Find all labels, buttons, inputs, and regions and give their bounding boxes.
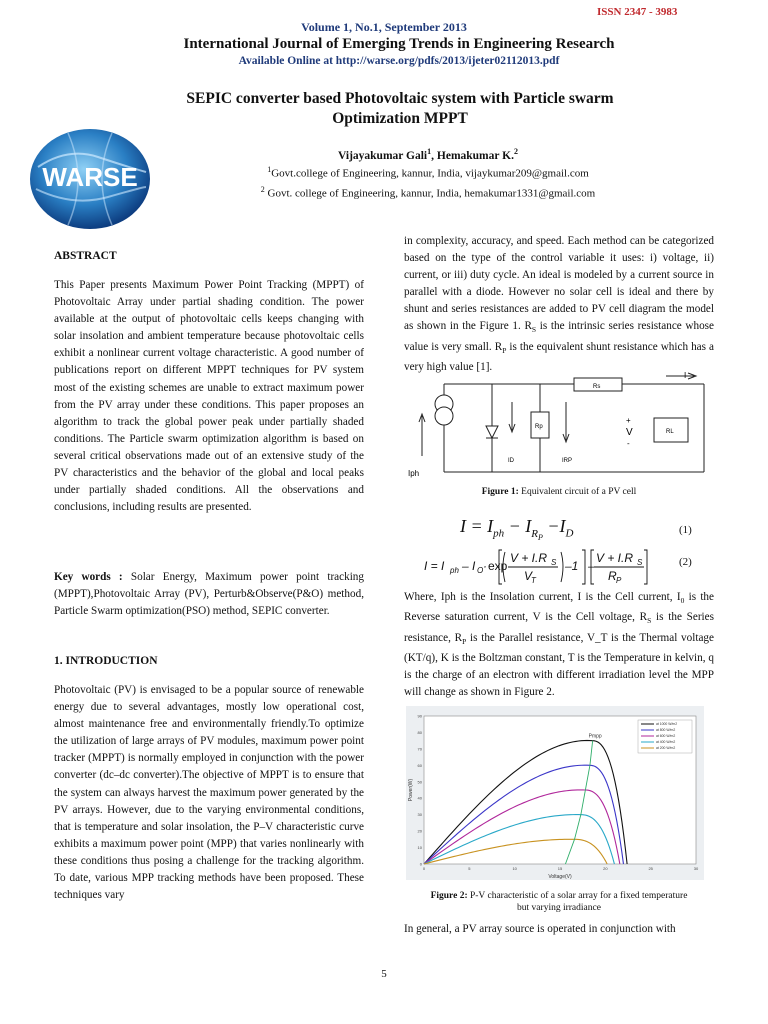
label-rp: Rp [535,424,543,430]
x-tick-label: 10 [512,866,517,871]
affil-1-sup: 1 [267,165,272,174]
legend-entry: at 200 W/m2 [656,746,676,750]
label-rs: Rs [593,384,601,390]
y-axis-label: Power(W) [408,778,414,802]
figure-2-label: Figure 2: [430,891,468,901]
figure-2-caption [404,890,714,914]
online-url[interactable]: Available Online at http://warse.org/pdfs/2013/ijeter02112013.pdf [238,55,560,67]
para1-c: is the equivalent shunt resistance which has a very high value [1]. [404,340,714,374]
svg-text:·: · [483,559,487,573]
title-line-2: Optimization MPPT [332,110,468,127]
svg-text:– I: – I [462,559,476,573]
affiliation-2 [160,182,696,202]
label-plus: + [626,416,631,425]
legend-entry: at 600 W/m2 [656,734,676,738]
x-tick-label: 20 [603,866,608,871]
keywords-label: Key words : [54,571,131,583]
author-2: Hemakumar K. [436,149,514,162]
equation-1-number: (1) [679,524,692,536]
para1-a: in complexity, accuracy, and speed. Each method can be categorized based on the type of the control variable it uses: i) voltage, ii) current, or iii) duty cycle. An ideal is modeled by a current source in parallel with a diode. However no solar cell is ideal and there by shunt and series resistances are added to PV cell diagram the model as shown in the Figure 1. R [404,235,714,333]
svg-text:V: V [524,569,533,583]
legend-entry: at 400 W/m2 [656,740,676,744]
svg-text:I = I: I = I [424,559,445,573]
para2-c: is the Series resistance, R [404,611,714,644]
svg-text:T: T [531,576,536,585]
y-tick-label: 80 [417,729,422,735]
title-line-1: SEPIC converter based Photovoltaic system with Particle swarm [186,90,614,107]
para1-sub-s: S [531,325,537,335]
y-tick-label: 70 [417,746,422,752]
figure-1-caption [404,487,714,497]
x-tick-label: 0 [422,866,426,871]
para1-sub-p: P [502,346,507,356]
author-1-sup: 1 [427,147,432,156]
figure-2-caption-line-2: but varying irradiance [517,903,601,913]
equation-1: $I = I_{ph} - I_{R_P} -I_D$ [460,516,574,542]
right-para-3: In general, a PV array source is operated in conjunction with [404,923,676,935]
page-number: 5 [381,968,387,980]
equation-2-number: (2) [679,556,692,568]
legend-entry: at 1000 W/m2 [656,722,678,726]
x-tick-label: 5 [468,866,471,871]
affiliations [160,162,696,201]
para2-b: is the Reverse saturation current, V is the Cell voltage, R [404,591,714,624]
y-tick-label: 10 [417,845,422,851]
right-para-2 [404,589,714,701]
author-1: Vijayakumar Gali [338,149,428,162]
keywords-text: Solar Energy, Maximum power point tracking (MPPT),Photovoltaic Array (PV), Perturb&Observe(P&O) method, Particle Swarm optimization(PSO) method, SEPIC converter. [54,571,364,618]
svg-text:–: – [588,559,595,573]
abstract-text: This Paper presents Maximum Power Point Tracking (MPPT) of Photovoltaic Array under partial shading condition. The power available at the output of photovoltaic cells keeps changing with solar insolation and ambient temperature because photovoltaic cells exhibit a nonlinear current voltage characteristic. A good number of publications report on different MPPT techniques for PV system most of the existing schemes are unable to extract maximum power from the PV array under these conditions. This paper proposes an algorithm to track the global power peak under partially shaded conditions. The Particle swarm optimization algorithm is based on several critical observations made out of an extensive study of the PV characteristics and the behavior of the global and local peaks under partially shaded conditions. All the observations and conclusions, including results are presented. [54,279,364,514]
keywords [54,569,364,620]
warse-logo [28,127,152,231]
label-iph: Iph [408,469,420,478]
x-tick-label: 30 [693,866,699,871]
y-tick-label: 20 [417,828,422,834]
svg-text:O: O [477,566,484,575]
x-axis-label: Voltage(V) [548,874,572,880]
para2-sub-0: 0 [680,596,685,606]
svg-text:ph: ph [450,566,459,575]
para2-d: is the Parallel resistance, V_T is the Thermal voltage (KT/q), K is the Boltzman constant, T is the Temperature in kelvin, q is the charge of an electron with different irradiation level the MPP will change as shown in Figure 2. [404,631,714,699]
svg-text:S: S [551,558,557,567]
label-minus: - [627,439,630,448]
figure-2-caption-line-1: P-V characteristic of a solar array for a fixed temperature [467,891,688,901]
svg-text:R: R [608,569,617,583]
intro-text: Photovoltaic (PV) is envisaged to be a popular source of renewable energy due to several advantages, mostly low operational cost, almost maintenance free and environmentally friendly.To optimize the utilization of large arrays of PV modules, maximum power point tracker (MPPT) is normally employed in conjunction with the power converter (dc–dc converter).The objective of MPPT is to ensure that the system can always harvest the maximum power generated by the PV arrays. However, due to the varying environmental conditions, that is temperature and solar insolation, the P–V characteristic curve exhibits a maximum power point (MPP) that varies nonlinearly with these conditions thus posing a challenge for the tracking algorithm. To date, various MPP tracking methods have been proposed. These techniques vary [54,684,364,902]
pmpp-annotation: Pmpp [588,733,602,740]
svg-text:–1: –1 [565,559,579,573]
circuit-diagram [404,366,714,482]
para2-sub-s: S [647,616,652,626]
abstract-heading: ABSTRACT [54,250,117,262]
label-id: ID [508,458,514,464]
authors [160,147,696,162]
x-tick-label: 25 [648,866,653,871]
pv-characteristic-chart [406,706,704,880]
affil-2-sup: 2 [260,184,265,194]
y-tick-label: 30 [417,812,422,818]
label-rl: RL [666,429,674,435]
svg-text:exp: exp [488,559,508,573]
para2-sub-p: P [462,636,467,646]
right-para-1 [404,233,714,376]
y-tick-label: 0 [419,861,422,867]
y-tick-label: 40 [417,795,422,801]
y-tick-label: 50 [417,779,422,785]
svg-text:P: P [616,576,622,585]
svg-text:V + I.R: V + I.R [510,551,548,565]
author-separator: , [431,149,437,162]
label-v: V [626,427,633,438]
author-2-sup: 2 [513,147,518,156]
affil-1-text: Govt.college of Engineering, kannur, India, vijaykumar209@gmail.com [271,167,589,180]
equation-2 [420,546,650,586]
volume-info: Volume 1, No.1, September 2013 [301,20,467,34]
issn: ISSN 2347 - 3983 [597,6,678,18]
figure-1-caption-text: Equivalent circuit of a PV cell [518,487,637,497]
y-tick-label: 60 [417,762,422,768]
y-tick-label: 90 [417,713,422,719]
x-tick-label: 15 [557,866,563,871]
svg-text:V + I.R: V + I.R [596,551,634,565]
logo-text: WARSE [42,162,138,192]
svg-text:S: S [637,558,643,567]
figure-1-label: Figure 1: [481,487,519,497]
paper-title [100,89,700,129]
para1-b: is the intrinsic series resistance whose value is very small. R [404,320,714,353]
affiliation-1 [160,162,696,182]
journal-title: International Journal of Emerging Trends in Engineering Research [183,36,615,52]
legend-entry: at 800 W/m2 [656,728,676,732]
label-i: I [684,371,687,380]
label-irp: IRP [562,458,573,464]
para2-a: Where, Iph is the Insolation current, I is the Cell current, I [404,591,681,603]
intro-heading: 1. INTRODUCTION [54,655,158,667]
affil-2-text: Govt. college of Engineering, kannur, India, hemakumar1331@gmail.com [264,187,596,200]
